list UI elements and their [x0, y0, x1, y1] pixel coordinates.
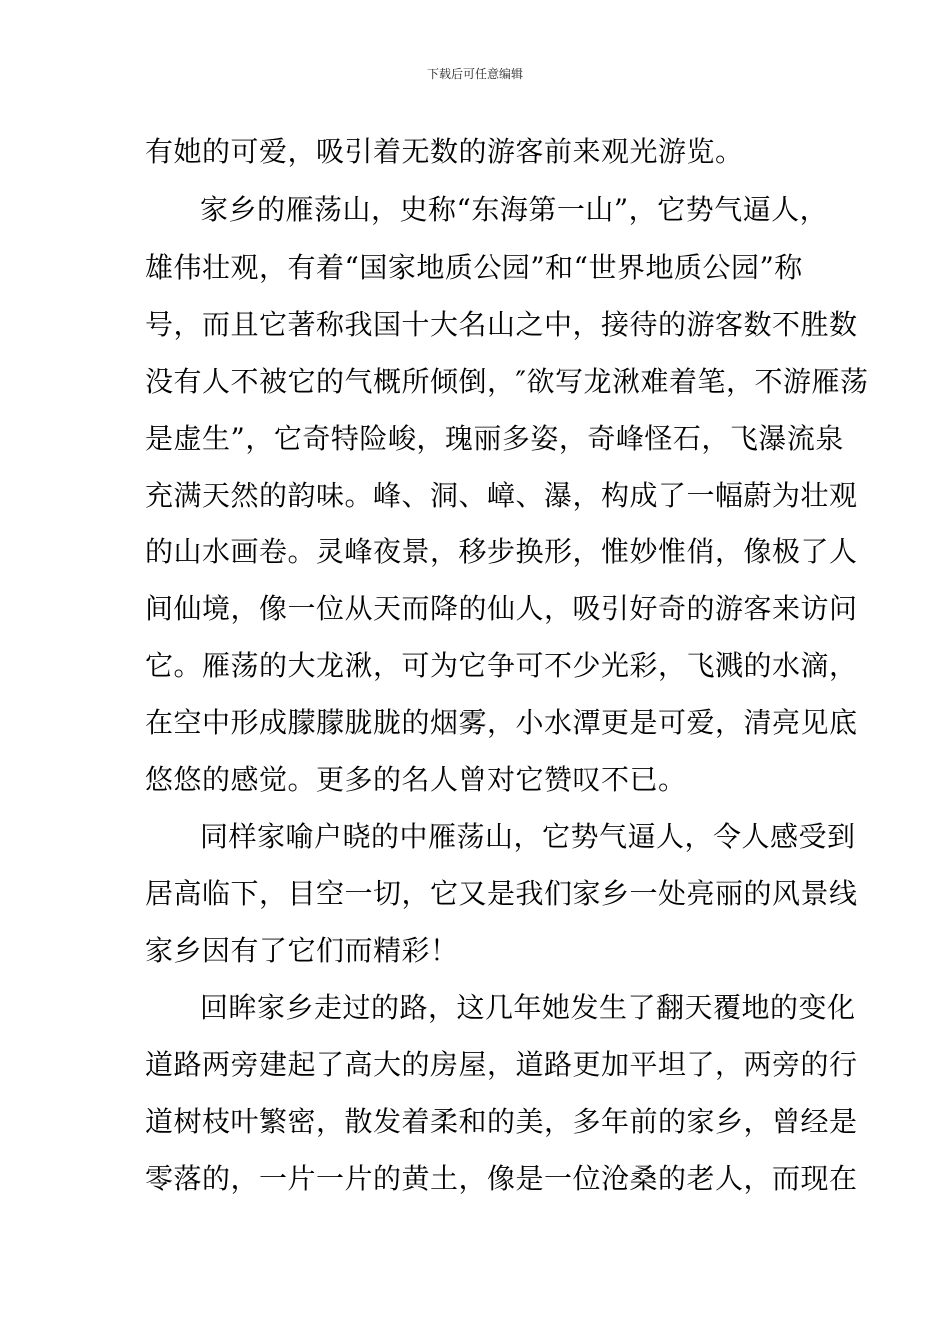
text-line: 是虚生”，它奇特险峻，瑰丽多姿，奇峰怪石，飞瀑流泉: [145, 422, 844, 455]
text-line: 家乡因有了它们而精彩！: [145, 934, 459, 967]
text-line: 充满天然的韵味。峰、洞、嶂、瀑，构成了一幅蔚为壮观: [145, 479, 858, 512]
paragraph-first-line: 家乡的雁荡山，史称“东海第一山”，它势气逼人，: [200, 193, 829, 226]
text-line: 有她的可爱，吸引着无数的游客前来观光游览。: [145, 135, 744, 168]
text-line: 在空中形成朦朦胧胧的烟雾，小水潭更是可爱，清亮见底: [145, 706, 858, 739]
text-line: 号，而且它著称我国十大名山之中，接待的游客数不胜数: [145, 308, 858, 341]
paragraph-first-line: 回眸家乡走过的路，这几年她发生了翻天覆地的变化: [200, 991, 856, 1024]
text-line: 的山水画卷。灵峰夜景，移步换形，惟妙惟俏，像极了人: [145, 535, 858, 568]
text-line: 道树枝叶繁密，散发着柔和的美，多年前的家乡，曾经是: [145, 1105, 858, 1138]
text-line: 道路两旁建起了高大的房屋，道路更加平坦了，两旁的行: [145, 1048, 858, 1081]
text-line: 零落的，一片一片的黄土，像是一位沧桑的老人，而现在: [145, 1162, 858, 1195]
text-line: 雄伟壮观，有着“国家地质公园”和“世界地质公园”称: [145, 251, 803, 284]
page-header: 下载后可任意编辑: [426, 67, 523, 81]
text-line: 它。雁荡的大龙湫，可为它争可不少光彩，飞溅的水滴，: [145, 649, 858, 682]
text-line: 间仙境，像一位从天而降的仙人，吸引好奇的游客来访问: [145, 592, 858, 625]
paragraph-first-line: 同样家喻户晓的中雁荡山，它势气逼人，令人感受到: [200, 820, 856, 853]
text-line: 悠悠的感觉。更多的名人曾对它赞叹不已。: [145, 763, 687, 796]
text-line: 没有人不被它的气概所倾倒，″欲写龙湫难着笔，不游雁荡: [145, 365, 869, 398]
text-line: 居高临下，目空一切，它又是我们家乡一处亮丽的风景线: [145, 877, 858, 910]
